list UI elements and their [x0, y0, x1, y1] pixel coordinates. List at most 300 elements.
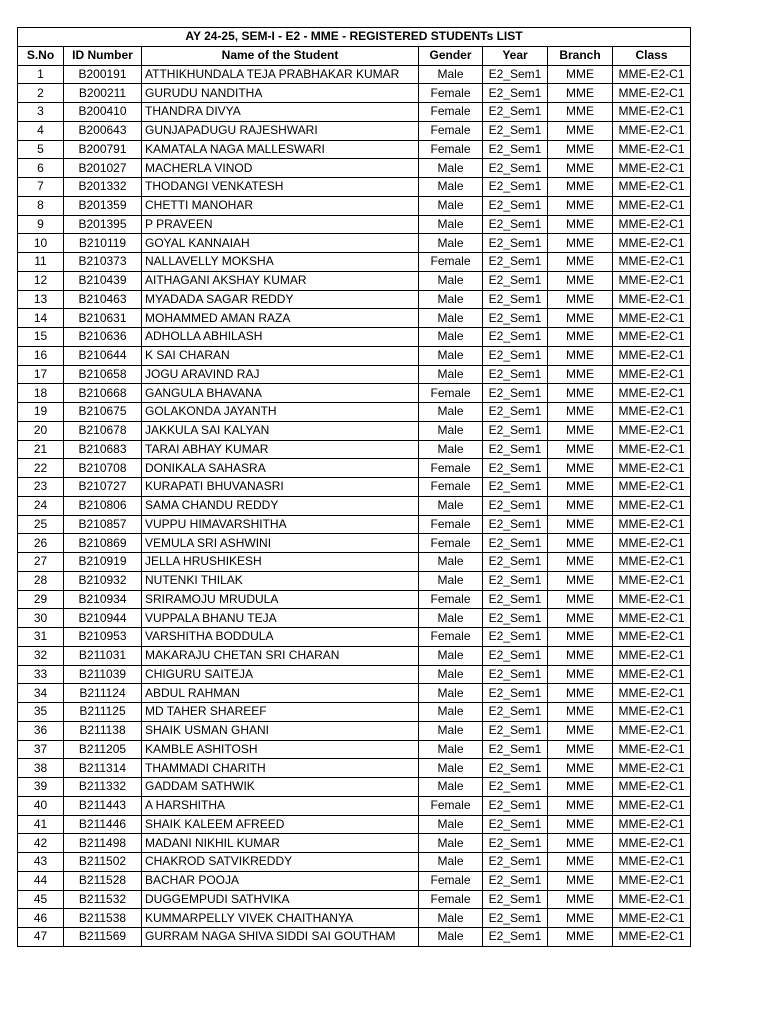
cell-sno: 37: [18, 740, 64, 759]
cell-student-name: TARAI ABHAY KUMAR: [142, 440, 419, 459]
cell-sno: 34: [18, 684, 64, 703]
table-row: [18, 290, 691, 309]
table-row: [18, 253, 691, 272]
cell-year: E2_Sem1: [483, 871, 548, 890]
cell-class: MME-E2-C1: [613, 815, 691, 834]
table-row: [18, 440, 691, 459]
table-row: [18, 871, 691, 890]
cell-class: MME-E2-C1: [613, 534, 691, 553]
cell-student-name: THANDRA DIVYA: [142, 103, 419, 122]
cell-id-number: B210658: [64, 365, 142, 384]
cell-id-number: B200410: [64, 103, 142, 122]
cell-student-name: NALLAVELLY MOKSHA: [142, 253, 419, 272]
cell-year: E2_Sem1: [483, 778, 548, 797]
cell-gender: Male: [419, 346, 483, 365]
cell-year: E2_Sem1: [483, 140, 548, 159]
cell-student-name: DONIKALA SAHASRA: [142, 459, 419, 478]
cell-sno: 20: [18, 421, 64, 440]
table-row: [18, 421, 691, 440]
cell-year: E2_Sem1: [483, 590, 548, 609]
cell-sno: 22: [18, 459, 64, 478]
cell-branch: MME: [548, 890, 613, 909]
cell-year: E2_Sem1: [483, 628, 548, 647]
cell-id-number: B211314: [64, 759, 142, 778]
table-row: [18, 721, 691, 740]
cell-branch: MME: [548, 234, 613, 253]
cell-branch: MME: [548, 459, 613, 478]
cell-class: MME-E2-C1: [613, 440, 691, 459]
cell-sno: 18: [18, 384, 64, 403]
cell-gender: Male: [419, 609, 483, 628]
cell-sno: 3: [18, 103, 64, 122]
cell-id-number: B210727: [64, 478, 142, 497]
cell-branch: MME: [548, 140, 613, 159]
cell-branch: MME: [548, 928, 613, 947]
cell-gender: Male: [419, 853, 483, 872]
cell-id-number: B200211: [64, 84, 142, 103]
cell-branch: MME: [548, 684, 613, 703]
cell-student-name: MACHERLA VINOD: [142, 159, 419, 178]
cell-id-number: B210119: [64, 234, 142, 253]
cell-sno: 41: [18, 815, 64, 834]
cell-branch: MME: [548, 496, 613, 515]
cell-year: E2_Sem1: [483, 159, 548, 178]
cell-sno: 43: [18, 853, 64, 872]
cell-id-number: B211443: [64, 796, 142, 815]
cell-sno: 10: [18, 234, 64, 253]
cell-gender: Male: [419, 234, 483, 253]
cell-branch: MME: [548, 553, 613, 572]
cell-year: E2_Sem1: [483, 290, 548, 309]
cell-sno: 23: [18, 478, 64, 497]
table-row: [18, 534, 691, 553]
cell-class: MME-E2-C1: [613, 421, 691, 440]
table-row: [18, 796, 691, 815]
cell-student-name: A HARSHITHA: [142, 796, 419, 815]
header-id-number: ID Number: [64, 46, 142, 65]
cell-gender: Male: [419, 309, 483, 328]
students-table: [17, 27, 691, 947]
cell-student-name: GOYAL KANNAIAH: [142, 234, 419, 253]
table-row: [18, 103, 691, 122]
cell-student-name: SAMA CHANDU REDDY: [142, 496, 419, 515]
cell-sno: 35: [18, 703, 64, 722]
cell-sno: 1: [18, 65, 64, 84]
cell-branch: MME: [548, 271, 613, 290]
cell-class: MME-E2-C1: [613, 778, 691, 797]
cell-student-name: JOGU ARAVIND RAJ: [142, 365, 419, 384]
cell-gender: Male: [419, 496, 483, 515]
cell-student-name: GURRAM NAGA SHIVA SIDDI SAI GOUTHAM: [142, 928, 419, 947]
cell-year: E2_Sem1: [483, 384, 548, 403]
cell-year: E2_Sem1: [483, 609, 548, 628]
cell-student-name: JELLA HRUSHIKESH: [142, 553, 419, 572]
cell-id-number: B210708: [64, 459, 142, 478]
cell-sno: 19: [18, 403, 64, 422]
cell-gender: Male: [419, 721, 483, 740]
cell-student-name: K SAI CHARAN: [142, 346, 419, 365]
cell-sno: 5: [18, 140, 64, 159]
cell-sno: 17: [18, 365, 64, 384]
cell-year: E2_Sem1: [483, 665, 548, 684]
cell-student-name: CHETTI MANOHAR: [142, 196, 419, 215]
cell-class: MME-E2-C1: [613, 178, 691, 197]
table-row: [18, 778, 691, 797]
cell-id-number: B210631: [64, 309, 142, 328]
table-row: [18, 384, 691, 403]
cell-gender: Male: [419, 178, 483, 197]
cell-gender: Male: [419, 834, 483, 853]
cell-branch: MME: [548, 871, 613, 890]
cell-id-number: B211031: [64, 646, 142, 665]
cell-sno: 27: [18, 553, 64, 572]
cell-gender: Male: [419, 684, 483, 703]
cell-student-name: JAKKULA SAI KALYAN: [142, 421, 419, 440]
cell-gender: Male: [419, 928, 483, 947]
cell-id-number: B211528: [64, 871, 142, 890]
cell-student-name: MD TAHER SHAREEF: [142, 703, 419, 722]
cell-year: E2_Sem1: [483, 740, 548, 759]
cell-class: MME-E2-C1: [613, 290, 691, 309]
table-row: [18, 403, 691, 422]
cell-student-name: GUNJAPADUGU RAJESHWARI: [142, 121, 419, 140]
cell-gender: Male: [419, 403, 483, 422]
table-row: [18, 928, 691, 947]
cell-class: MME-E2-C1: [613, 703, 691, 722]
cell-student-name: DUGGEMPUDI SATHVIKA: [142, 890, 419, 909]
cell-branch: MME: [548, 778, 613, 797]
cell-branch: MME: [548, 703, 613, 722]
table-row: [18, 646, 691, 665]
cell-class: MME-E2-C1: [613, 759, 691, 778]
cell-year: E2_Sem1: [483, 834, 548, 853]
cell-branch: MME: [548, 196, 613, 215]
cell-branch: MME: [548, 84, 613, 103]
cell-class: MME-E2-C1: [613, 346, 691, 365]
cell-id-number: B200791: [64, 140, 142, 159]
cell-sno: 21: [18, 440, 64, 459]
cell-id-number: B210857: [64, 515, 142, 534]
cell-gender: Female: [419, 534, 483, 553]
cell-year: E2_Sem1: [483, 84, 548, 103]
cell-class: MME-E2-C1: [613, 309, 691, 328]
cell-student-name: MAKARAJU CHETAN SRI CHARAN: [142, 646, 419, 665]
cell-gender: Male: [419, 571, 483, 590]
cell-class: MME-E2-C1: [613, 253, 691, 272]
cell-student-name: THAMMADI CHARITH: [142, 759, 419, 778]
cell-id-number: B210644: [64, 346, 142, 365]
cell-student-name: ATTHIKHUNDALA TEJA PRABHAKAR KUMAR: [142, 65, 419, 84]
cell-student-name: GADDAM SATHWIK: [142, 778, 419, 797]
table-row: [18, 553, 691, 572]
cell-student-name: KUMMARPELLY VIVEK CHAITHANYA: [142, 909, 419, 928]
cell-branch: MME: [548, 215, 613, 234]
cell-student-name: CHIGURU SAITEJA: [142, 665, 419, 684]
cell-sno: 2: [18, 84, 64, 103]
cell-id-number: B210439: [64, 271, 142, 290]
cell-sno: 36: [18, 721, 64, 740]
cell-gender: Female: [419, 121, 483, 140]
cell-branch: MME: [548, 815, 613, 834]
table-row: [18, 365, 691, 384]
cell-year: E2_Sem1: [483, 215, 548, 234]
cell-class: MME-E2-C1: [613, 159, 691, 178]
cell-year: E2_Sem1: [483, 853, 548, 872]
cell-sno: 8: [18, 196, 64, 215]
cell-class: MME-E2-C1: [613, 496, 691, 515]
cell-id-number: B200643: [64, 121, 142, 140]
cell-student-name: BACHAR POOJA: [142, 871, 419, 890]
cell-branch: MME: [548, 309, 613, 328]
cell-branch: MME: [548, 121, 613, 140]
cell-sno: 40: [18, 796, 64, 815]
cell-id-number: B201332: [64, 178, 142, 197]
cell-id-number: B201027: [64, 159, 142, 178]
cell-class: MME-E2-C1: [613, 234, 691, 253]
cell-student-name: VEMULA SRI ASHWINI: [142, 534, 419, 553]
cell-id-number: B211039: [64, 665, 142, 684]
cell-student-name: MADANI NIKHIL KUMAR: [142, 834, 419, 853]
cell-class: MME-E2-C1: [613, 590, 691, 609]
cell-class: MME-E2-C1: [613, 553, 691, 572]
table-row: [18, 909, 691, 928]
cell-id-number: B210636: [64, 328, 142, 347]
cell-year: E2_Sem1: [483, 65, 548, 84]
table-row: [18, 140, 691, 159]
table-row: [18, 834, 691, 853]
cell-sno: 14: [18, 309, 64, 328]
cell-student-name: KAMATALA NAGA MALLESWARI: [142, 140, 419, 159]
cell-branch: MME: [548, 421, 613, 440]
cell-class: MME-E2-C1: [613, 403, 691, 422]
cell-gender: Male: [419, 196, 483, 215]
cell-sno: 45: [18, 890, 64, 909]
cell-student-name: SHAIK KALEEM AFREED: [142, 815, 419, 834]
cell-branch: MME: [548, 478, 613, 497]
table-row: [18, 215, 691, 234]
cell-year: E2_Sem1: [483, 309, 548, 328]
cell-student-name: KAMBLE ASHITOSH: [142, 740, 419, 759]
cell-id-number: B211532: [64, 890, 142, 909]
cell-gender: Male: [419, 365, 483, 384]
cell-sno: 16: [18, 346, 64, 365]
cell-year: E2_Sem1: [483, 440, 548, 459]
cell-gender: Female: [419, 628, 483, 647]
cell-id-number: B210668: [64, 384, 142, 403]
cell-branch: MME: [548, 159, 613, 178]
table-row: [18, 890, 691, 909]
table-row: [18, 234, 691, 253]
cell-year: E2_Sem1: [483, 815, 548, 834]
cell-class: MME-E2-C1: [613, 871, 691, 890]
cell-student-name: CHAKROD SATVIKREDDY: [142, 853, 419, 872]
cell-class: MME-E2-C1: [613, 271, 691, 290]
cell-id-number: B210463: [64, 290, 142, 309]
cell-id-number: B211446: [64, 815, 142, 834]
cell-class: MME-E2-C1: [613, 84, 691, 103]
table-row: [18, 159, 691, 178]
cell-year: E2_Sem1: [483, 365, 548, 384]
cell-branch: MME: [548, 178, 613, 197]
table-row: [18, 759, 691, 778]
cell-class: MME-E2-C1: [613, 646, 691, 665]
cell-gender: Male: [419, 815, 483, 834]
cell-branch: MME: [548, 909, 613, 928]
cell-year: E2_Sem1: [483, 534, 548, 553]
cell-sno: 11: [18, 253, 64, 272]
table-row: [18, 309, 691, 328]
cell-class: MME-E2-C1: [613, 215, 691, 234]
cell-branch: MME: [548, 403, 613, 422]
cell-year: E2_Sem1: [483, 271, 548, 290]
cell-id-number: B210869: [64, 534, 142, 553]
table-body: [18, 65, 691, 946]
table-row: [18, 515, 691, 534]
cell-class: MME-E2-C1: [613, 853, 691, 872]
cell-gender: Male: [419, 553, 483, 572]
cell-gender: Female: [419, 515, 483, 534]
cell-student-name: ADHOLLA ABHILASH: [142, 328, 419, 347]
cell-student-name: AITHAGANI AKSHAY KUMAR: [142, 271, 419, 290]
cell-branch: MME: [548, 740, 613, 759]
cell-id-number: B200191: [64, 65, 142, 84]
cell-id-number: B210806: [64, 496, 142, 515]
cell-year: E2_Sem1: [483, 403, 548, 422]
cell-branch: MME: [548, 853, 613, 872]
cell-class: MME-E2-C1: [613, 140, 691, 159]
cell-sno: 32: [18, 646, 64, 665]
table-row: [18, 853, 691, 872]
cell-id-number: B210373: [64, 253, 142, 272]
cell-gender: Male: [419, 215, 483, 234]
cell-student-name: VUPPU HIMAVARSHITHA: [142, 515, 419, 534]
cell-year: E2_Sem1: [483, 234, 548, 253]
cell-student-name: KURAPATI BHUVANASRI: [142, 478, 419, 497]
cell-class: MME-E2-C1: [613, 665, 691, 684]
table-row: [18, 84, 691, 103]
cell-gender: Male: [419, 778, 483, 797]
cell-branch: MME: [548, 721, 613, 740]
cell-branch: MME: [548, 365, 613, 384]
cell-class: MME-E2-C1: [613, 365, 691, 384]
cell-sno: 12: [18, 271, 64, 290]
cell-class: MME-E2-C1: [613, 628, 691, 647]
cell-year: E2_Sem1: [483, 796, 548, 815]
header-class: Class: [613, 46, 691, 65]
cell-class: MME-E2-C1: [613, 103, 691, 122]
cell-branch: MME: [548, 253, 613, 272]
table-row: [18, 590, 691, 609]
cell-class: MME-E2-C1: [613, 721, 691, 740]
cell-id-number: B211332: [64, 778, 142, 797]
cell-year: E2_Sem1: [483, 328, 548, 347]
cell-id-number: B210932: [64, 571, 142, 590]
header-sno: S.No: [18, 46, 64, 65]
table-row: [18, 684, 691, 703]
cell-sno: 26: [18, 534, 64, 553]
cell-gender: Female: [419, 253, 483, 272]
cell-class: MME-E2-C1: [613, 65, 691, 84]
cell-id-number: B210683: [64, 440, 142, 459]
sheet-title: AY 24-25, SEM-I - E2 - MME - REGISTERED STUDENTs LIST: [18, 28, 691, 47]
cell-sno: 29: [18, 590, 64, 609]
table-row: [18, 815, 691, 834]
cell-year: E2_Sem1: [483, 646, 548, 665]
cell-class: MME-E2-C1: [613, 909, 691, 928]
cell-gender: Male: [419, 328, 483, 347]
cell-student-name: ABDUL RAHMAN: [142, 684, 419, 703]
cell-student-name: VUPPALA BHANU TEJA: [142, 609, 419, 628]
cell-year: E2_Sem1: [483, 721, 548, 740]
cell-year: E2_Sem1: [483, 928, 548, 947]
cell-branch: MME: [548, 759, 613, 778]
cell-sno: 31: [18, 628, 64, 647]
cell-gender: Female: [419, 384, 483, 403]
cell-gender: Male: [419, 271, 483, 290]
table-row: [18, 328, 691, 347]
cell-year: E2_Sem1: [483, 253, 548, 272]
cell-branch: MME: [548, 834, 613, 853]
cell-student-name: MYADADA SAGAR REDDY: [142, 290, 419, 309]
cell-branch: MME: [548, 384, 613, 403]
cell-class: MME-E2-C1: [613, 328, 691, 347]
table-row: [18, 740, 691, 759]
cell-year: E2_Sem1: [483, 196, 548, 215]
cell-class: MME-E2-C1: [613, 121, 691, 140]
cell-gender: Male: [419, 759, 483, 778]
cell-gender: Female: [419, 140, 483, 159]
cell-student-name: VARSHITHA BODDULA: [142, 628, 419, 647]
cell-id-number: B211138: [64, 721, 142, 740]
cell-gender: Female: [419, 459, 483, 478]
cell-gender: Male: [419, 703, 483, 722]
cell-sno: 24: [18, 496, 64, 515]
cell-sno: 30: [18, 609, 64, 628]
table-row: [18, 496, 691, 515]
cell-class: MME-E2-C1: [613, 459, 691, 478]
header-student-name: Name of the Student: [142, 46, 419, 65]
cell-id-number: B201359: [64, 196, 142, 215]
cell-branch: MME: [548, 440, 613, 459]
cell-year: E2_Sem1: [483, 103, 548, 122]
cell-id-number: B211538: [64, 909, 142, 928]
cell-branch: MME: [548, 346, 613, 365]
cell-gender: Male: [419, 909, 483, 928]
cell-branch: MME: [548, 534, 613, 553]
cell-branch: MME: [548, 590, 613, 609]
cell-branch: MME: [548, 628, 613, 647]
cell-class: MME-E2-C1: [613, 609, 691, 628]
cell-sno: 6: [18, 159, 64, 178]
cell-id-number: B210953: [64, 628, 142, 647]
cell-student-name: THODANGI VENKATESH: [142, 178, 419, 197]
cell-year: E2_Sem1: [483, 684, 548, 703]
cell-student-name: MOHAMMED AMAN RAZA: [142, 309, 419, 328]
cell-student-name: GANGULA BHAVANA: [142, 384, 419, 403]
cell-class: MME-E2-C1: [613, 928, 691, 947]
cell-gender: Female: [419, 84, 483, 103]
cell-id-number: B211569: [64, 928, 142, 947]
cell-gender: Male: [419, 665, 483, 684]
table-row: [18, 178, 691, 197]
cell-class: MME-E2-C1: [613, 684, 691, 703]
cell-sno: 39: [18, 778, 64, 797]
cell-year: E2_Sem1: [483, 459, 548, 478]
cell-gender: Male: [419, 740, 483, 759]
cell-id-number: B210944: [64, 609, 142, 628]
cell-class: MME-E2-C1: [613, 571, 691, 590]
cell-branch: MME: [548, 571, 613, 590]
